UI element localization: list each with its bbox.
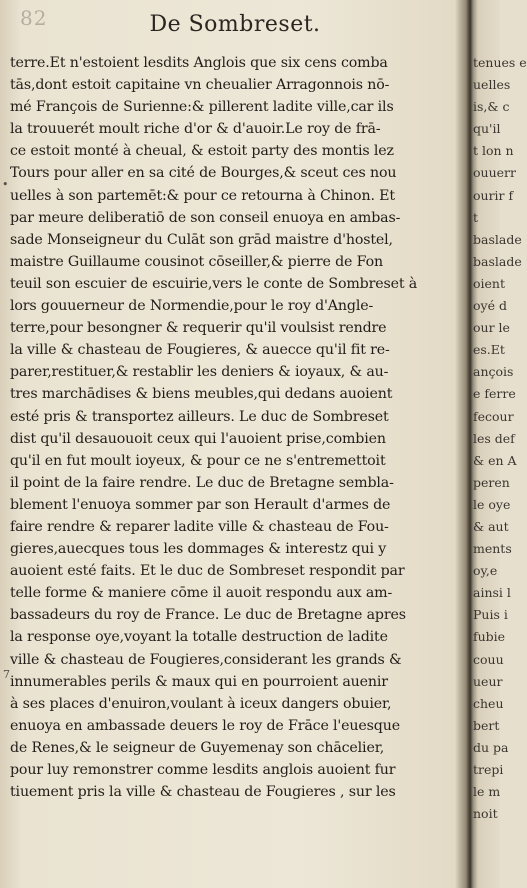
- text-line: bassadeurs du roy de France. Le duc de Bretagne apres: [10, 607, 406, 624]
- text-line: qu'il en fut moult ioyeux, & pour ce ne s'entremettoit: [10, 452, 386, 469]
- text-line: lors gouuerneur de Normendie,pour le roy d'Angle-: [10, 298, 374, 315]
- text-line: auoient esté faits. Et le duc de Sombreset respondit par: [10, 563, 405, 580]
- text-line: ce estoit monté à cheual, & estoit party des montis lez: [10, 143, 394, 160]
- facing-page-line: les def: [473, 430, 515, 446]
- text-line: telle forme & maniere cōme il auoit respondu aux am-: [10, 585, 393, 602]
- facing-page-line: & aut: [473, 518, 509, 534]
- facing-page-edge: [473, 52, 527, 825]
- facing-page-line: qu'il: [473, 121, 501, 137]
- text-line: enuoya en ambassade deuers le roy de Frāce l'euesque: [10, 717, 400, 734]
- text-line: sade Monseigneur du Culāt son grād maistre d'hostel,: [10, 231, 393, 248]
- text-line: terre.Et n'estoient lesdits Anglois que six cens comba: [10, 55, 388, 71]
- text-line: innumerables perils & maux qui en pourroient auenir: [10, 673, 388, 690]
- text-line: maistre Guillaume cousinot cōseiller,& pierre de Fon: [10, 253, 383, 270]
- text-line: par meure deliberatiō de son conseil enuoya en ambas-: [10, 209, 401, 226]
- facing-page-line: e ferre: [473, 386, 516, 402]
- facing-page-line: oy,e: [473, 563, 498, 579]
- facing-page-line: cheu: [473, 695, 504, 711]
- text-line: la response oye,voyant la totalle destruction de ladite: [10, 629, 388, 646]
- text-line: il point de la faire rendre. Le duc de Bretagne sembla-: [10, 474, 394, 491]
- text-line: uelles à son partemēt:& pour ce retourna à Chinon. Et: [10, 187, 395, 204]
- facing-page-line: oyé d: [473, 298, 507, 314]
- text-line: dist qu'il desauouoit ceux qui l'auoient prise,combien: [10, 430, 386, 447]
- text-line: faire rendre & reparer ladite ville & chasteau de Fou-: [10, 518, 389, 535]
- text-line: gieres,auecques tous les dommages & interestz qui y: [10, 541, 387, 558]
- facing-page-line: baslade: [473, 231, 522, 247]
- text-line: la trouuerét moult riche d'or & d'auoir.Le roy de frā-: [10, 121, 381, 138]
- facing-page-line: le oye: [473, 496, 511, 512]
- text-line: ville & chasteau de Fougieres,considerant les grands &: [10, 651, 402, 668]
- facing-page-line: trepi: [473, 762, 504, 777]
- facing-page-line: peren: [473, 474, 510, 490]
- facing-page-line: t: [473, 209, 479, 225]
- running-title: De Sombreset.: [149, 12, 321, 37]
- text-line: blement l'enuoya sommer par son Herault d'armes de: [10, 496, 391, 513]
- facing-page-line: ments: [473, 541, 512, 557]
- text-line: terre,pour besongner & requerir qu'il voulsist rendre: [10, 320, 387, 337]
- facing-page-line: t lon n: [473, 143, 514, 159]
- facing-page-line: couu: [473, 651, 504, 667]
- text-line: à ses places d'enuiron,voulant à iceux dangers obuier,: [10, 695, 392, 712]
- facing-page-line: baslade: [473, 253, 522, 269]
- facing-page-line: ançois: [473, 364, 514, 380]
- text-line: la ville & chasteau de Fougieres, & auecce qu'il fit re-: [10, 342, 390, 359]
- text-line: tās,dont estoit capitaine vn cheualier Arragonnois nō-: [10, 77, 390, 94]
- facing-page-line: oient: [473, 275, 505, 291]
- facing-page-line: our le: [473, 320, 510, 336]
- facing-page-line: noit: [473, 806, 498, 822]
- text-line: tiuement pris la ville & chasteau de Fougieres , sur les: [10, 784, 396, 801]
- facing-page-line: Puis i: [473, 607, 508, 623]
- facing-page-line: ainsi l: [473, 585, 511, 601]
- text-line: Tours pour aller en sa cité de Bourges,& sceut ces nou: [10, 165, 397, 182]
- facing-page-line: bert: [473, 717, 500, 733]
- facing-page-line: ouuerr: [473, 165, 516, 181]
- text-line: de Renes,& le seigneur de Guyemenay son chācelier,: [10, 739, 385, 756]
- facing-page-line: du pa: [473, 739, 509, 755]
- text-line: esté pris & transportez ailleurs. Le duc de Sombreset: [10, 408, 389, 425]
- text-line: tres marchādises & biens meubles,qui dedans auoient: [10, 386, 393, 403]
- facing-page-line: fubie: [473, 629, 506, 645]
- facing-page-line: ourir f: [473, 187, 514, 203]
- margin-mark-seven: 7: [3, 668, 10, 681]
- facing-page-line: & en A: [473, 452, 517, 468]
- facing-page-line: ueur: [473, 673, 503, 689]
- text-line: mé François de Surienne:& pillerent ladite ville,car ils: [10, 99, 394, 116]
- margin-mark-bullet: •: [2, 178, 9, 191]
- facing-page-line: tenues e: [473, 55, 527, 70]
- body-text: [10, 52, 462, 803]
- facing-page-line: es.Et: [473, 342, 505, 358]
- facing-page-line: fecour: [473, 408, 514, 424]
- facing-page-line: is,& c: [473, 99, 510, 115]
- facing-page-line: le m: [473, 784, 501, 800]
- text-line: parer,restituer,& restablir les deniers & ioyaux, & au-: [10, 364, 389, 381]
- text-line: pour luy remonstrer comme lesdits anglois auoient fur: [10, 762, 396, 778]
- facing-page-line: uelles: [473, 77, 511, 93]
- page-number: 82: [20, 6, 48, 30]
- text-line: teuil son escuier de escuirie,vers le conte de Sombreset à: [10, 275, 418, 292]
